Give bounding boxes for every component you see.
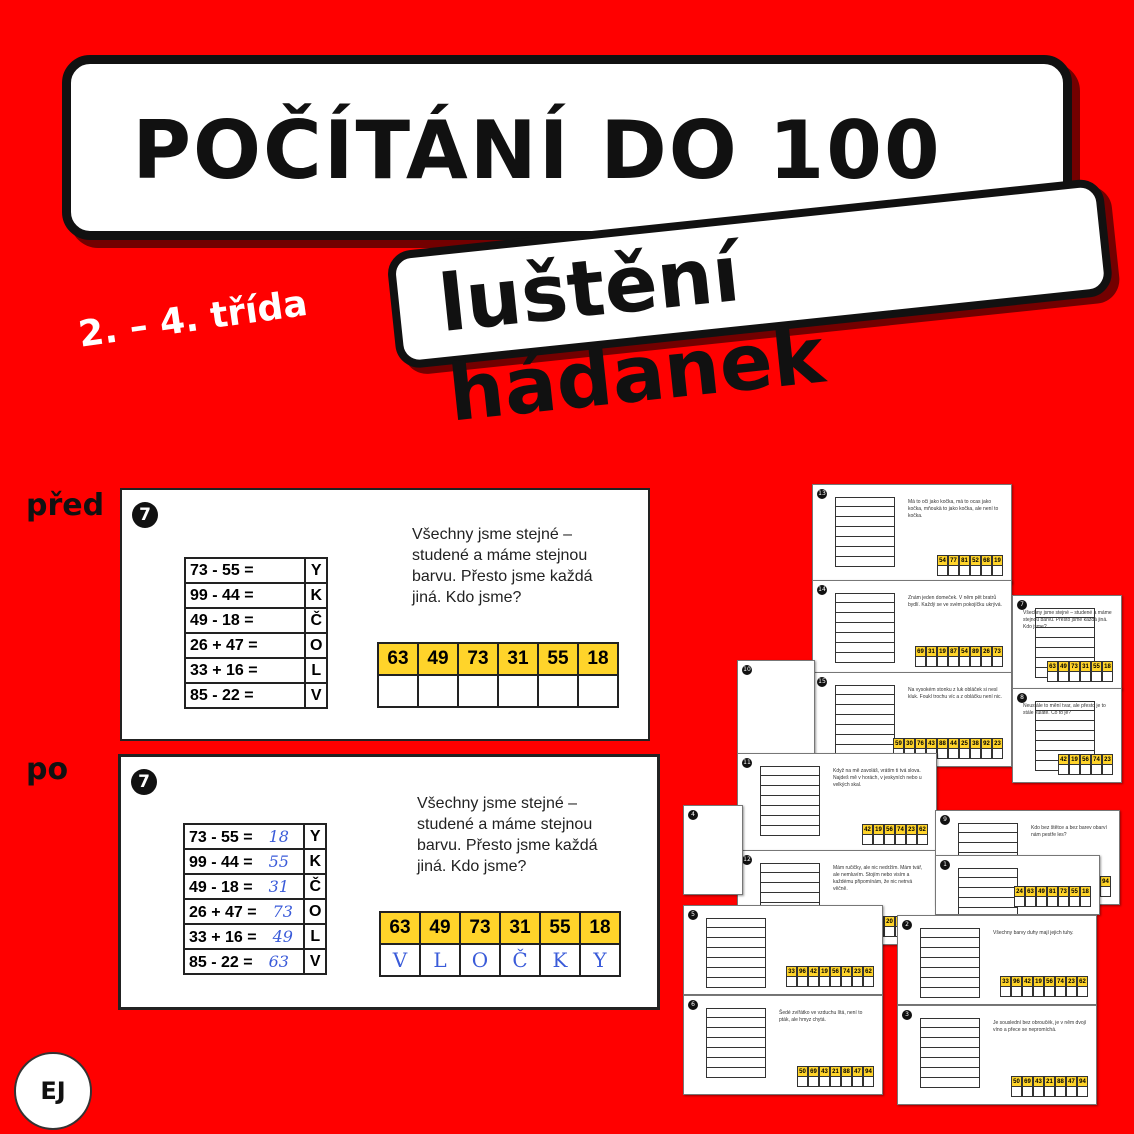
answer-number: 20 — [884, 916, 895, 927]
answer-number: 42 — [1022, 976, 1033, 987]
answer-number: 55 — [538, 643, 578, 675]
answer-number: 87 — [948, 646, 959, 657]
table-row — [184, 949, 326, 974]
answer-number: 62 — [917, 824, 928, 835]
equation-list — [920, 1018, 980, 1088]
answer-number: 42 — [1058, 754, 1069, 765]
worksheet-thumbnail — [683, 905, 883, 995]
answer-blanks — [937, 566, 1003, 576]
equation-list — [835, 685, 895, 755]
answer-number: 81 — [1047, 886, 1058, 897]
handwritten-answer: 73 — [272, 901, 293, 921]
equation-list — [920, 928, 980, 998]
answer-number: 42 — [862, 824, 873, 835]
answer-number: 44 — [948, 738, 959, 749]
answer-number: 19 — [873, 824, 884, 835]
author-logo: EJ — [14, 1052, 92, 1130]
answer-blanks — [862, 835, 928, 845]
card-number-badge: 6 — [688, 1000, 698, 1010]
card-number-badge: 14 — [818, 586, 826, 593]
answer-number: 56 — [884, 824, 895, 835]
worksheet-thumbnail — [1012, 595, 1122, 690]
answer-row — [1011, 1076, 1088, 1087]
riddle-text: Všechny jsme stejné – studené a máme stejnou barvu. Přesto jsme každá jiná. Kdo jsme? — [417, 795, 598, 875]
equation-expr: 73 - 55 = — [189, 828, 253, 846]
equation-expr: 33 + 16 = — [185, 658, 305, 683]
example-card-after — [118, 754, 660, 1010]
answer-number: 63 — [1047, 661, 1058, 672]
answer-number: 42 — [808, 966, 819, 977]
answer-number: 54 — [937, 555, 948, 566]
answer-blank — [418, 675, 458, 707]
after-label: po — [26, 752, 69, 787]
equation-table — [184, 557, 328, 709]
answer-number: 38 — [970, 738, 981, 749]
equation-letter: Č — [305, 608, 327, 633]
answer-row — [862, 824, 928, 835]
worksheet-thumbnail — [737, 753, 937, 853]
equation-expr: 99 - 44 = — [189, 853, 253, 871]
card-number-badge: 7 — [131, 769, 157, 795]
equation-letter: L — [305, 658, 327, 683]
answer-number: 50 — [1011, 1076, 1022, 1087]
card-number-badge: 13 — [818, 490, 826, 497]
answer-number: 52 — [970, 555, 981, 566]
answer-row — [1000, 976, 1088, 987]
answer-number: 49 — [1058, 661, 1069, 672]
answer-number: 55 — [1091, 661, 1102, 672]
worksheet-thumbnail — [737, 660, 815, 755]
answer-number: 88 — [937, 738, 948, 749]
answer-number: 49 — [418, 643, 458, 675]
answer-blank — [378, 675, 418, 707]
answer-number: 89 — [970, 646, 981, 657]
answer-number: 18 — [580, 912, 620, 944]
equation-list — [706, 1008, 766, 1078]
equation-expr: 49 - 18 = — [185, 608, 305, 633]
answer-number: 63 — [380, 912, 420, 944]
card-number-badge: 10 — [743, 666, 751, 673]
riddle-text: Je souslední bez obroučék, je v něm dvojí víno a přece se nepromíchá. — [993, 1020, 1087, 1033]
answer-letter: K — [540, 944, 580, 976]
answer-blanks — [1011, 1087, 1088, 1097]
example-card-before — [120, 488, 650, 741]
answer-number: 69 — [1022, 1076, 1033, 1087]
answer-blanks — [1014, 897, 1091, 907]
answer-number: 21 — [1044, 1076, 1055, 1087]
before-label: před — [26, 488, 105, 523]
answer-number: 33 — [786, 966, 797, 977]
worksheet-thumbnail — [935, 855, 1100, 915]
answer-blank — [498, 675, 538, 707]
answer-number: 56 — [830, 966, 841, 977]
answer-number: 94 — [863, 1066, 874, 1077]
table-row — [184, 849, 326, 874]
equation-expr: 33 + 16 = — [189, 928, 257, 946]
answer-number: 31 — [1080, 661, 1091, 672]
answer-number: 94 — [1100, 876, 1111, 887]
riddle-text: Když na mě zavoláš, vrátím ti tvá slova. Najdeš mě v horách, v jeskyních nebo u velkých skal. — [833, 768, 922, 788]
answer-letter: Y — [580, 944, 620, 976]
riddle-text: Všechny barvy duhy mají jejich tuhy. — [993, 930, 1074, 936]
answer-number: 47 — [1066, 1076, 1077, 1087]
answer-blanks — [797, 1077, 874, 1087]
card-number-badge: 1 — [940, 860, 950, 870]
answer-row — [937, 555, 1003, 566]
equation-list — [835, 497, 895, 567]
handwritten-answer: 31 — [268, 876, 289, 896]
answer-number: 56 — [1080, 754, 1091, 765]
answer-number: 59 — [893, 738, 904, 749]
riddle-text: Všechny jsme stejné – studené a máme stejnou barvu. Přesto jsme každá jiná. Kdo jsme? — [1023, 610, 1112, 630]
riddle-text: Má to oči jako kočka, má to ocas jako kočka, mňoukä to jako kočka, ale není to kočka. — [908, 499, 999, 519]
answer-number: 55 — [1069, 886, 1080, 897]
answer-number: 25 — [959, 738, 970, 749]
answer-number: 74 — [1055, 976, 1066, 987]
answer-blanks — [1058, 765, 1113, 775]
answer-number: 69 — [808, 1066, 819, 1077]
answer-row — [786, 966, 874, 977]
answer-number: 96 — [1011, 976, 1022, 987]
answer-number: 21 — [830, 1066, 841, 1077]
equation-expr: 85 - 22 = — [185, 683, 305, 708]
grade-label: 2. – 4. třída — [76, 282, 310, 356]
handwritten-answer: 18 — [268, 826, 289, 846]
answer-letter: V — [380, 944, 420, 976]
answer-number: 73 — [460, 912, 500, 944]
table-row — [185, 558, 327, 583]
answer-table — [379, 911, 621, 977]
answer-number: 31 — [926, 646, 937, 657]
table-row — [184, 924, 326, 949]
equation-letter: Č — [304, 874, 326, 899]
answer-letter: L — [420, 944, 460, 976]
riddle-text: Neustále to mění tvar, ale přesto je to stále kulaté. Co to je? — [1023, 703, 1106, 716]
answer-number: 54 — [959, 646, 970, 657]
answer-number: 74 — [841, 966, 852, 977]
table-row — [185, 608, 327, 633]
card-number-badge: 11 — [743, 759, 751, 766]
equation-letter: L — [304, 924, 326, 949]
equation-expr: 26 + 47 = — [185, 633, 305, 658]
answer-number: 23 — [906, 824, 917, 835]
worksheet-thumbnail — [1012, 688, 1122, 783]
answer-number: 19 — [819, 966, 830, 977]
equation-expr: 26 + 47 = — [189, 903, 257, 921]
page-title: POČÍTÁNÍ DO 100 — [132, 104, 942, 197]
equation-letter: O — [305, 633, 327, 658]
answer-number: 18 — [1102, 661, 1113, 672]
answer-number: 50 — [797, 1066, 808, 1077]
answer-letter: Č — [500, 944, 540, 976]
answer-number: 81 — [959, 555, 970, 566]
card-number-badge: 2 — [902, 920, 912, 930]
answer-number: 63 — [1025, 886, 1036, 897]
answer-blank — [458, 675, 498, 707]
answer-number: 19 — [937, 646, 948, 657]
answer-number: 19 — [1069, 754, 1080, 765]
card-number-badge: 8 — [1017, 693, 1027, 703]
equation-list — [835, 593, 895, 663]
table-row — [184, 824, 326, 849]
equation-letter: Y — [304, 824, 326, 849]
worksheet-thumbnail — [683, 995, 883, 1095]
answer-number: 24 — [1014, 886, 1025, 897]
riddle-text: Na vysokém stonku z luk obláček si nesl kluk. Foukl trochu víc a z obláčku není nic. — [908, 687, 1002, 700]
answer-number: 26 — [981, 646, 992, 657]
handwritten-answer: 63 — [268, 951, 289, 971]
answer-row — [797, 1066, 874, 1077]
handwritten-answer: 55 — [268, 851, 289, 871]
worksheet-thumbnail — [897, 915, 1097, 1005]
worksheet-thumbnail — [897, 1005, 1097, 1105]
answer-number: 19 — [1033, 976, 1044, 987]
answer-blanks — [1000, 987, 1088, 997]
answer-number: 30 — [904, 738, 915, 749]
answer-number: 62 — [1077, 976, 1088, 987]
answer-number: 76 — [915, 738, 926, 749]
table-row — [185, 683, 327, 708]
answer-number: 49 — [1036, 886, 1047, 897]
answer-number: 56 — [1044, 976, 1055, 987]
card-number-badge: 7 — [132, 502, 158, 528]
riddle-text: Kdo bez štětce a bez barev obarví nám pestře les? — [1031, 825, 1107, 838]
card-number-badge: 4 — [688, 810, 698, 820]
answer-number: 74 — [895, 824, 906, 835]
answer-number: 88 — [1055, 1076, 1066, 1087]
answer-number: 47 — [852, 1066, 863, 1077]
answer-row — [1047, 661, 1113, 672]
answer-number: 73 — [1058, 886, 1069, 897]
answer-number: 18 — [1080, 886, 1091, 897]
answer-row — [1058, 754, 1113, 765]
answer-number: 68 — [981, 555, 992, 566]
answer-number: 96 — [797, 966, 808, 977]
card-number-badge: 5 — [688, 910, 698, 920]
equation-expr: 73 - 55 = — [185, 558, 305, 583]
answer-number: 49 — [420, 912, 460, 944]
card-number-badge: 7 — [1017, 600, 1027, 610]
answer-number: 94 — [1077, 1076, 1088, 1087]
riddle-text: Mám ručičky, ale nic nedržím. Mám tvář, ale nemluvím. Stojím nebo visím a každému připomínám, že nic netrvá věčně. — [833, 865, 923, 892]
answer-blanks — [1047, 672, 1113, 682]
answer-number: 43 — [926, 738, 937, 749]
answer-number: 55 — [540, 912, 580, 944]
riddle-text: Všechny jsme stejné – studené a máme stejnou barvu. Přesto jsme každá jiná. Kdo jsme? — [412, 526, 593, 606]
answer-number: 88 — [841, 1066, 852, 1077]
answer-number: 19 — [992, 555, 1003, 566]
answer-letter: O — [460, 944, 500, 976]
equation-list — [706, 918, 766, 988]
card-number-badge: 12 — [743, 856, 751, 863]
equation-letter: V — [304, 949, 326, 974]
answer-number: 43 — [819, 1066, 830, 1077]
answer-blanks — [915, 657, 1003, 667]
equation-letter: K — [305, 583, 327, 608]
answer-number: 18 — [578, 643, 618, 675]
equation-letter: V — [305, 683, 327, 708]
equation-list — [760, 766, 820, 836]
table-row — [185, 658, 327, 683]
answer-number: 33 — [1000, 976, 1011, 987]
equation-expr: 49 - 18 = — [189, 878, 253, 896]
answer-number: 77 — [948, 555, 959, 566]
card-number-badge: 3 — [902, 1010, 912, 1020]
answer-number: 23 — [1102, 754, 1113, 765]
riddle-text: Znám jeden domeček. V něm pět bratrů bydlí. Každý se ve svém pokojíčku ukrývá. — [908, 595, 1002, 608]
table-row — [184, 899, 326, 924]
answer-number: 63 — [378, 643, 418, 675]
answer-number: 69 — [915, 646, 926, 657]
answer-table — [377, 642, 619, 708]
answer-number: 31 — [500, 912, 540, 944]
answer-row — [893, 738, 1003, 749]
equation-expr: 99 - 44 = — [185, 583, 305, 608]
equation-letter: O — [304, 899, 326, 924]
answer-number: 73 — [458, 643, 498, 675]
worksheet-thumbnail — [812, 580, 1012, 675]
answer-number: 23 — [1066, 976, 1077, 987]
answer-row — [915, 646, 1003, 657]
answer-number: 62 — [863, 966, 874, 977]
table-row — [185, 633, 327, 658]
equation-letter: K — [304, 849, 326, 874]
answer-number: 23 — [992, 738, 1003, 749]
worksheet-thumbnail — [812, 484, 1012, 584]
card-number-badge: 9 — [940, 815, 950, 825]
answer-number: 92 — [981, 738, 992, 749]
table-row — [184, 874, 326, 899]
equation-expr: 85 - 22 = — [189, 953, 253, 971]
equation-list — [958, 868, 1018, 915]
riddle-text: Šedé zvířátko ve vzduchu lítá, není to pták, ale hmyz chytá. — [779, 1010, 863, 1023]
answer-number: 23 — [852, 966, 863, 977]
handwritten-answer: 49 — [272, 926, 293, 946]
page-subtitle: luštění hádanek — [434, 229, 829, 440]
answer-blanks — [786, 977, 874, 987]
card-number-badge: 15 — [818, 678, 826, 685]
answer-number: 31 — [498, 643, 538, 675]
answer-blank — [578, 675, 618, 707]
answer-number: 43 — [1033, 1076, 1044, 1087]
worksheet-thumbnail — [683, 805, 743, 895]
table-row — [185, 583, 327, 608]
answer-number: 73 — [992, 646, 1003, 657]
answer-row — [1014, 886, 1091, 897]
answer-blank — [538, 675, 578, 707]
answer-number: 74 — [1091, 754, 1102, 765]
equation-letter: Y — [305, 558, 327, 583]
answer-number: 73 — [1069, 661, 1080, 672]
equation-table — [183, 823, 327, 975]
